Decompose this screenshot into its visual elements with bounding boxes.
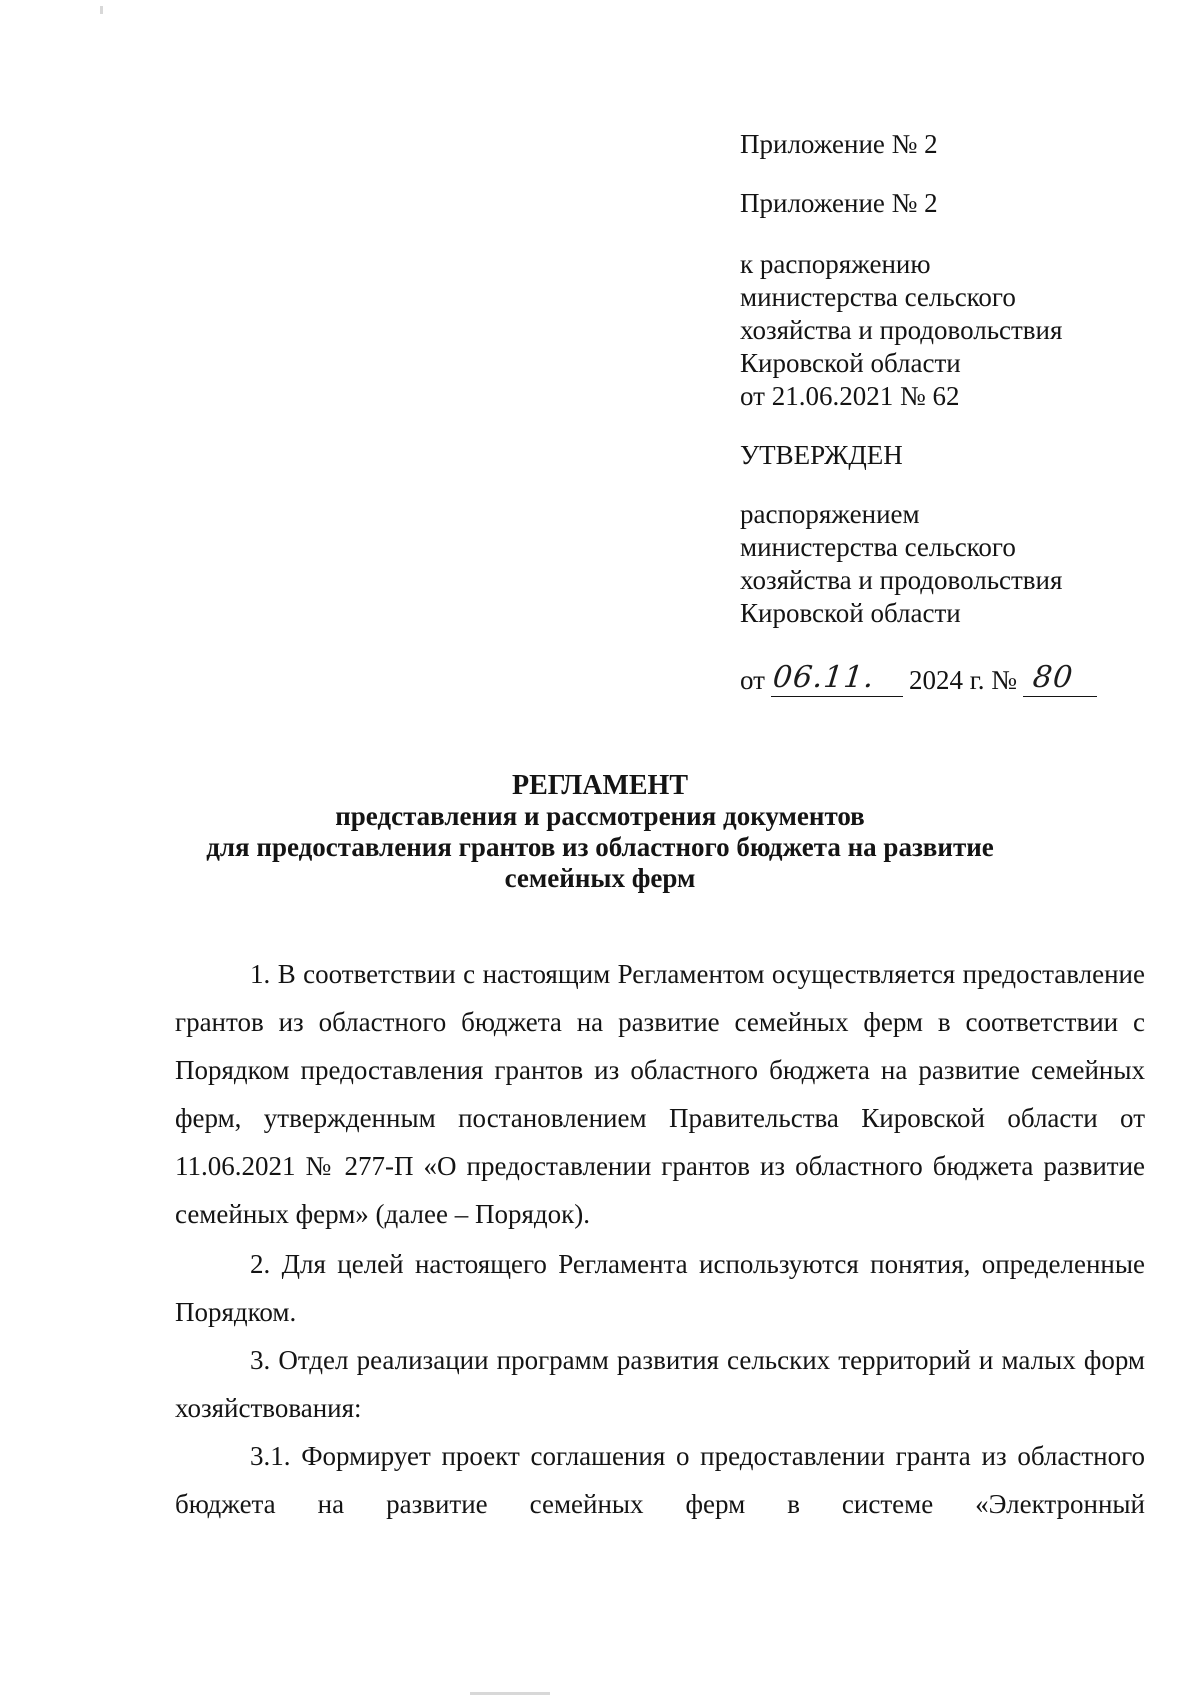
paragraph-3: 3. Отдел реализации программ развития сельских территорий и малых форм хозяйствования: bbox=[175, 1345, 1145, 1423]
date-blank bbox=[771, 662, 903, 697]
title-line: для предоставления грантов из областного бюджета на развитие bbox=[206, 832, 994, 862]
approved-by-line: распоряжением bbox=[740, 499, 920, 529]
title-main: РЕГЛАМЕНТ bbox=[511, 770, 688, 801]
scan-mark-bottom bbox=[470, 1692, 550, 1695]
title-line: представления и рассмотрения документов bbox=[335, 801, 865, 831]
order-reference bbox=[740, 248, 1160, 413]
attachment-block bbox=[740, 128, 1160, 697]
order-reference-line: Кировской области bbox=[740, 348, 961, 378]
approved-by-line: Кировской области bbox=[740, 598, 961, 628]
order-reference-line: от 21.06.2021 № 62 bbox=[740, 381, 960, 411]
handwritten-date: 06.11. bbox=[771, 660, 877, 695]
document-title bbox=[150, 770, 1050, 894]
date-prefix: от bbox=[740, 665, 765, 695]
handwritten-number: 80 bbox=[1031, 660, 1076, 695]
approved-by bbox=[740, 498, 1160, 630]
title-line: семейных ферм bbox=[504, 863, 696, 893]
order-reference-line: к распоряжению bbox=[740, 249, 931, 279]
attachment-header: Приложение № 2 bbox=[740, 129, 938, 159]
order-reference-line: хозяйства и продовольствия bbox=[740, 315, 1063, 345]
paragraph-2: 2. Для целей настоящего Регламента используются понятия, определенные Порядком. bbox=[175, 1249, 1145, 1327]
order-reference-line: министерства сельского bbox=[740, 282, 1016, 312]
year-number-label: 2024 г. № bbox=[908, 665, 1017, 695]
paragraph-1: 1. В соответствии с настоящим Регламентом осуществляется предоставление грантов из областного бюджета на развитие семейных ферм в соответствии с Порядком предоставления грантов из областного бюджета на развитие семейных ферм, утвержденным постановлением Правительства Кировской области от 11.06.2021 № 277-П «О предоставлении грантов из областного бюджета развитие семейных ферм» (далее – Порядок). bbox=[175, 959, 1145, 1229]
approval-date-line bbox=[740, 662, 1160, 697]
approved-by-line: хозяйства и продовольствия bbox=[740, 565, 1063, 595]
approved-label: УТВЕРЖДЕН bbox=[740, 440, 903, 470]
number-blank bbox=[1023, 662, 1097, 697]
document-body bbox=[175, 950, 1145, 1528]
attachment-header-repeat: Приложение № 2 bbox=[740, 188, 938, 218]
paragraph-3-1: 3.1. Формирует проект соглашения о предоставлении гранта из областного бюджета на развитие семейных ферм в системе «Электронный bbox=[175, 1441, 1145, 1519]
approved-by-line: министерства сельского bbox=[740, 532, 1016, 562]
scan-mark-top bbox=[100, 6, 103, 14]
